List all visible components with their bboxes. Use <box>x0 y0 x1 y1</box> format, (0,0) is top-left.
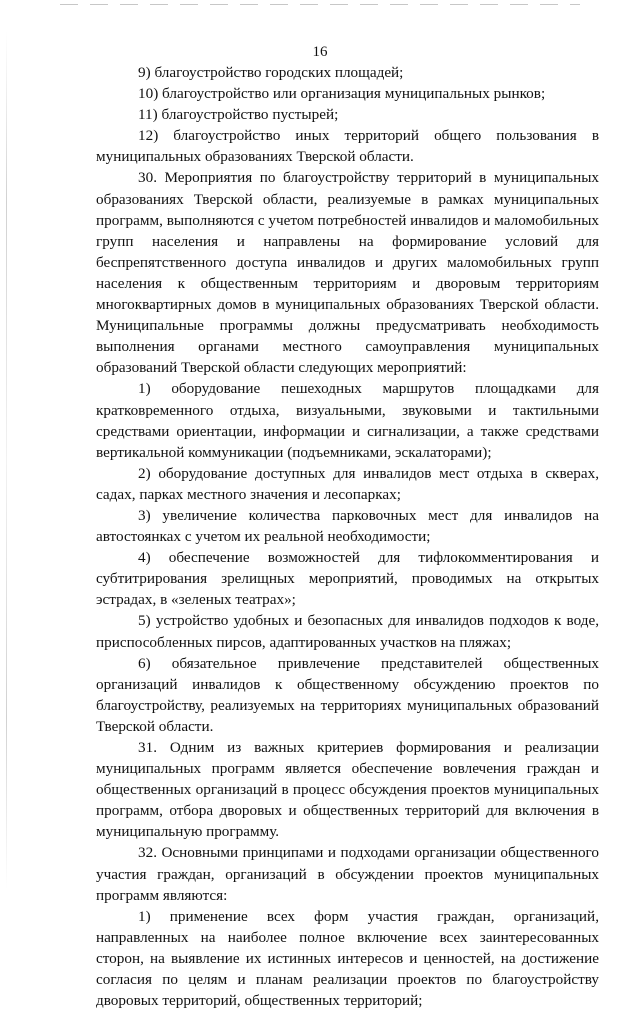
scan-edge-left <box>6 30 7 890</box>
scan-edge-top <box>60 4 580 5</box>
paragraph-measure-3: 3) увеличение количества парковочных мест для инвалидов на автостоянках с учетом их реальной необходимости; <box>96 506 599 546</box>
page-number: 16 <box>312 44 328 60</box>
paragraph-clause-31: 31. Одним из важных критериев формирования и реализации муниципальных программ является обеспечение вовлечения граждан и общественных организаций в процесс обсуждения проектов муниципальных программ, отбора дворовых и общественных территорий для включения в муниципальную программу. <box>96 739 599 841</box>
document-body <box>96 62 599 1011</box>
paragraph-item-9: 9) благоустройство городских площадей; <box>138 64 404 81</box>
paragraph-item-10: 10) благоустройство или организация муниципальных рынков; <box>138 85 546 103</box>
paragraph-item-11: 11) благоустройство пустырей; <box>138 106 339 124</box>
paragraph-clause-32: 32. Основными принципами и подходами организации общественного участия граждан, организаций в обсуждении проектов муниципальных программ являются: <box>96 844 599 904</box>
paragraph-clause-30: 30. Мероприятия по благоустройству территорий в муниципальных образованиях Тверской области, реализуемые в рамках муниципальных программ, выполняются с учетом потребностей инвалидов и маломобильных групп населения и направлены на формирование условий для беспрепятственного доступа инвалидов и других маломобильных групп населения к общественным территориям и дворовым территориям многоквартирных домов в муниципальных образованиях Тверской области. Муниципальные программы должны предусматривать необходимость выполнения органами местного самоуправления муниципальных образований Тверской области следующих мероприятий: <box>96 169 599 377</box>
paragraph-principle-1: 1) применение всех форм участия граждан, организаций, направленных на наиболее полное включение всех заинтересованных сторон, на выявление их истинных интересов и ценностей, на достижение согласия по целям и планам реализации проектов по благоустройству дворовых территорий, общественных территорий; <box>96 907 599 1010</box>
paragraph-measure-4: 4) обеспечение возможностей для тифлокомментирования и субтитрирования зрелищных мероприятий, проводимых на открытых эстрадах, в «зеленых театрах»; <box>96 549 599 609</box>
paragraph-item-12: 12) благоустройство иных территорий общего пользования в муниципальных образованиях Тверской области. <box>96 127 599 166</box>
paragraph-measure-1: 1) оборудование пешеходных маршрутов площадками для кратковременного отдыха, визуальными, звуковыми и тактильными средствами ориентации, информации и сигнализации, а также средствами вертикальной коммуникации (подъемниками, эскалаторами); <box>96 380 599 461</box>
paragraph-measure-5: 5) устройство удобных и безопасных для инвалидов подходов к воде, приспособленных пирсов, адаптированных участков на пляжах; <box>96 612 599 651</box>
paragraph-measure-6: 6) обязательное привлечение представителей общественных организаций инвалидов к общественному обсуждению проектов по благоустройству, реализуемых на территориях муниципальных образований Тверской области. <box>96 654 599 735</box>
paragraph-measure-2: 2) оборудование доступных для инвалидов мест отдыха в скверах, садах, парках местного значения и лесопарках; <box>96 464 599 503</box>
